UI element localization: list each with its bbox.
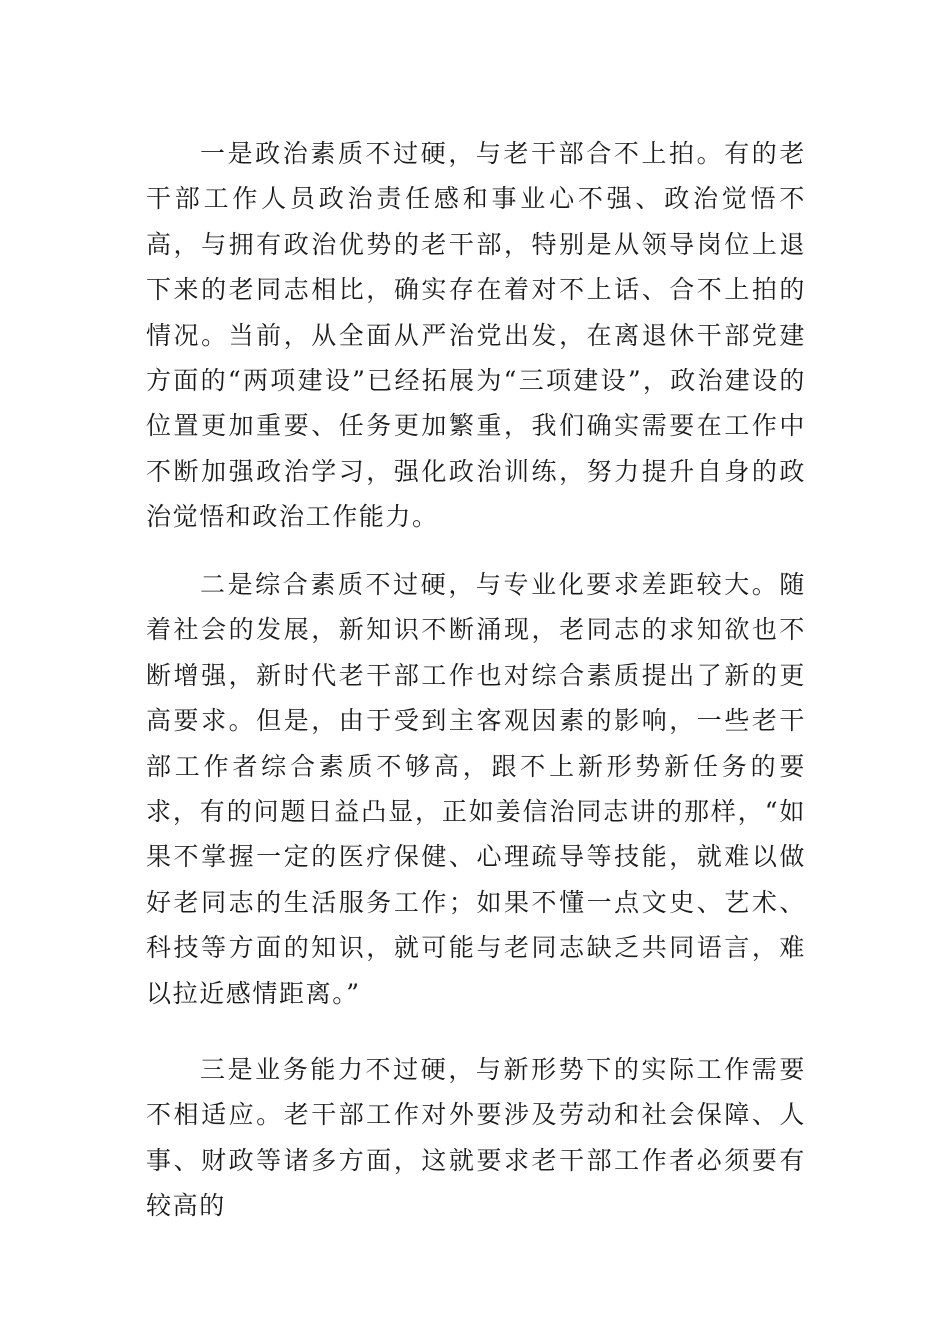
paragraph-political-quality: 一是政治素质不过硬，与老干部合不上拍。有的老干部工作人员政治责任感和事业心不强、政治觉悟不高，与拥有政治优势的老干部，特别是从领导岗位上退下来的老同志相比，确实存在着对不上话、合不上拍的情况。当前，从全面从严治党出发，在离退休干部党建方面的“两项建设”已经拓展为“三项建设”，政治建设的位置更加重要、任务更加繁重，我们确实需要在工作中不断加强政治学习，强化政治训练，努力提升自身的政治觉悟和政治工作能力。 — [146, 139, 806, 532]
paragraph-business-ability: 三是业务能力不过硬，与新形势下的实际工作需要不相适应。老干部工作对外要涉及劳动和社会保障、人事、财政等诸多方面，这就要求老干部工作者必须要有较高的 — [146, 1055, 806, 1221]
paragraph-comprehensive-quality: 二是综合素质不过硬，与专业化要求差距较大。随着社会的发展，新知识不断涌现，老同志的求知欲也不断增强，新时代老干部工作也对综合素质提出了新的更高要求。但是，由于受到主客观因素的影响，一些老干部工作者综合素质不够高，跟不上新形势新任务的要求，有的问题日益凸显，正如姜信治同志讲的那样，“如果不掌握一定的医疗保健、心理疏导等技能，就难以做好老同志的生活服务工作；如果不懂一点文史、艺术、科技等方面的知识，就可能与老同志缺乏共同语言，难以拉近感情距离。” — [146, 570, 806, 1008]
